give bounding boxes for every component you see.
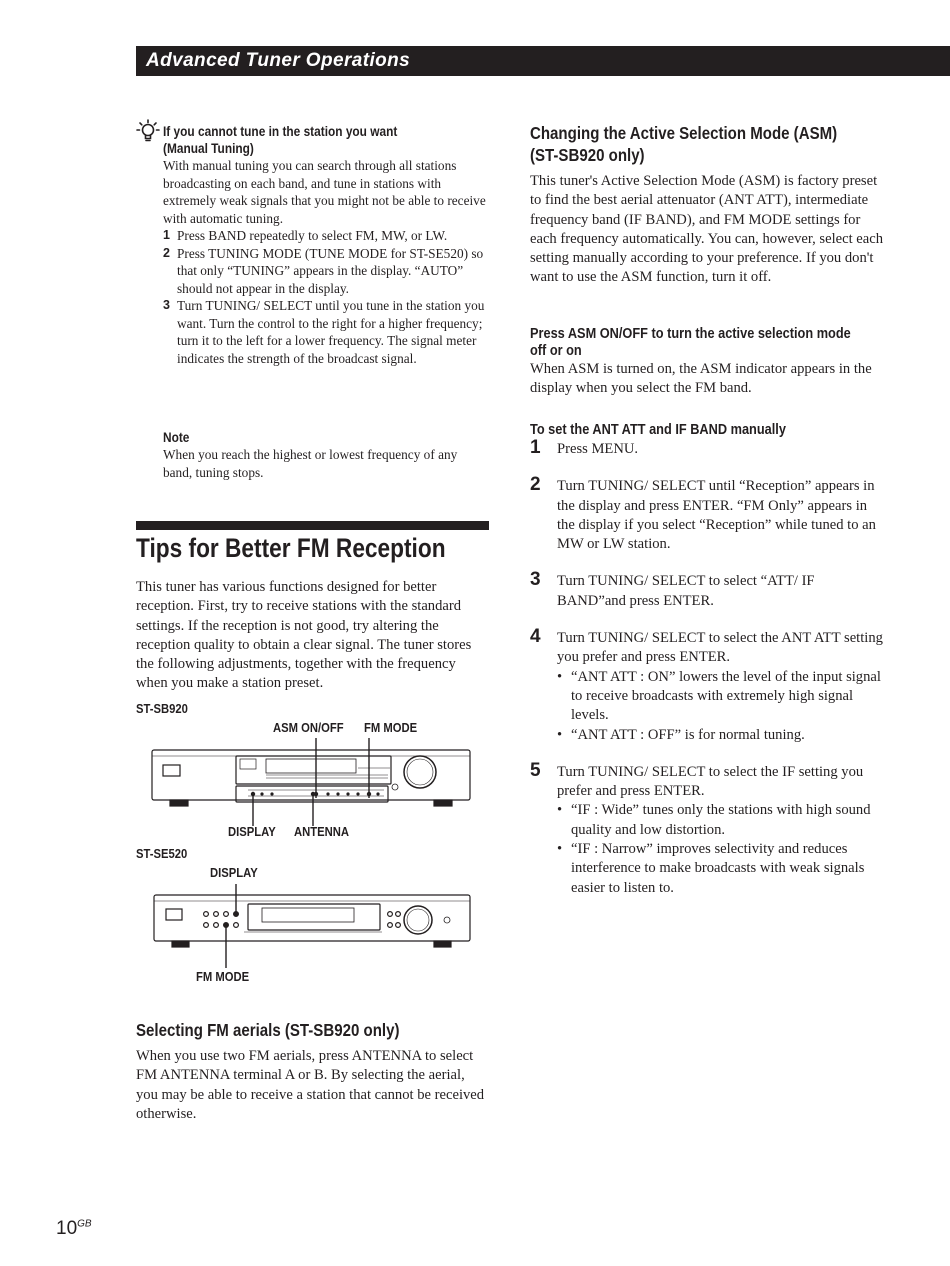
manual-tuning-step [163, 297, 489, 367]
label-fm-mode-sb920: FM MODE [364, 721, 418, 735]
lightbulb-icon [134, 118, 160, 144]
section-header-title: Advanced Tuner Operations [146, 50, 411, 71]
label-asm-on-off: ASM ON/OFF [273, 721, 344, 735]
section-header-bar [136, 46, 950, 76]
manual-set-steps [530, 437, 890, 898]
label-display-sb920: DISPLAY [228, 825, 276, 839]
aerials-text: When you use two FM aerials, press ANTENNA to select FM ANTENNA terminal A or B. By selecting the aerial, you may be able to receive a station that cannot be received otherwise. [136, 1048, 485, 1122]
step-text: Press TUNING MODE (TUNE MODE for ST-SE520) so that only “TUNING” appears in the display. “AUTO” should not appear in the display. [177, 245, 484, 296]
label-fm-mode-se520: FM MODE [196, 970, 250, 984]
manual-tuning-steps [163, 227, 493, 367]
step-number: 1 [163, 228, 170, 242]
manual-set-step [530, 437, 890, 459]
step-number: 3 [163, 298, 170, 312]
tuner-illustration-se520 [150, 884, 476, 968]
tips-text: This tuner has various functions designed for better reception. First, try to receive stations with the standard settings. If the reception is not good, try altering the reception quality to obtain a clear signal. The tuner stores the following adjustments, together with the frequency when you make a station preset. [136, 579, 472, 692]
note-text: When you reach the highest or lowest frequency of any band, tuning stops. [163, 447, 458, 480]
step-bullet: • “ANT ATT : ON” lowers the level of the input signal to receive broadcasts with extremely high signal levels. [557, 668, 887, 726]
model-label-sb920: ST-SB920 [136, 702, 188, 716]
asm-section [530, 122, 890, 288]
asm-press-title-line1: Press ASM ON/OFF to turn the active selection mode [530, 326, 851, 342]
step-text: Turn TUNING/ SELECT to select “ATT/ IF BAND”and press ENTER. [557, 573, 815, 609]
page-suffix: GB [77, 1218, 92, 1230]
label-display-se520: DISPLAY [210, 866, 258, 880]
page-number: $10^{GB}$ [56, 1218, 92, 1239]
step-text: Press MENU. [557, 441, 639, 457]
manual-set-title: To set the ANT ATT and IF BAND manually [530, 422, 786, 438]
step-number: 1 [530, 437, 541, 458]
step-bullet: • “ANT ATT : OFF” is for normal tuning. [557, 726, 887, 745]
asm-press-section [530, 326, 890, 399]
step-number: 3 [530, 569, 541, 591]
manual-set-step [530, 569, 890, 611]
note-title: Note [163, 430, 190, 445]
manual-tuning-tip [163, 123, 493, 367]
step-number: 5 [530, 759, 541, 781]
section-rule [136, 521, 489, 530]
tips-title: Tips for Better FM Reception [136, 533, 446, 563]
note-block [163, 429, 493, 481]
step-number: 2 [163, 245, 170, 260]
manual-set-step [530, 626, 890, 745]
step-text: Turn TUNING/ SELECT to select the IF setting you prefer and press ENTER. [557, 763, 864, 800]
manual-set-step [530, 759, 890, 898]
manual-tuning-title-line2: (Manual Tuning) [163, 141, 254, 156]
step-text: Turn TUNING/ SELECT to select the ANT ATT setting you prefer and press ENTER. [557, 630, 883, 666]
step-bullet: • “IF : Wide” tunes only the stations with high sound quality and low distortion. [557, 801, 887, 840]
asm-press-title-line2: off or on [530, 343, 582, 359]
step-text: Turn TUNING/ SELECT until “Reception” appears in the display and press ENTER. “FM Only” appears in the display if you select “Reception” while tuned to an MW or LW station. [557, 478, 876, 553]
step-number: 2 [530, 474, 541, 496]
aerials-title: Selecting FM aerials (ST-SB920 only) [136, 1020, 400, 1040]
asm-title-line2: (ST-SB920 only) [530, 145, 645, 165]
step-text: Turn TUNING/ SELECT until you tune in the station you want. Turn the control to the right for a higher frequency; turn it to the left for a lower frequency. The signal meter indicates the strength of the broadcast signal. [177, 298, 485, 366]
step-text: Press BAND repeatedly to select FM, MW, or LW. [177, 228, 448, 243]
asm-text: This tuner's Active Selection Mode (ASM) is factory preset to find the best aerial attenuator (ANT ATT), intermediate frequency band (IF BAND), and FM MODE settings for each frequency automatically. You can, however, select each setting manually according to your preference. If you don't want to use the ASM function, turn it off. [530, 173, 884, 286]
label-antenna: ANTENNA [294, 825, 349, 839]
manual-set-step [530, 474, 890, 554]
step-bullet: • “IF : Narrow” improves selectivity and reduces interference to make broadcasts with weak signals easier to listen to. [557, 840, 887, 898]
tuner-illustration-sb920 [148, 738, 478, 826]
manual-tuning-step [163, 227, 489, 245]
step-number: 4 [530, 626, 541, 648]
asm-title-line1: Changing the Active Selection Mode (ASM) [530, 123, 838, 143]
asm-press-text: When ASM is turned on, the ASM indicator appears in the display when you select the FM band. [530, 361, 872, 397]
manual-tuning-intro: With manual tuning you can search through all stations broadcasting on each band, and tune in stations with extremely weak signals that you might not be able to receive with automatic tuning. [163, 158, 486, 226]
manual-tuning-title-line1: If you cannot tune in the station you want [163, 124, 398, 139]
manual-tuning-step [163, 245, 489, 298]
model-label-se520: ST-SE520 [136, 847, 188, 861]
